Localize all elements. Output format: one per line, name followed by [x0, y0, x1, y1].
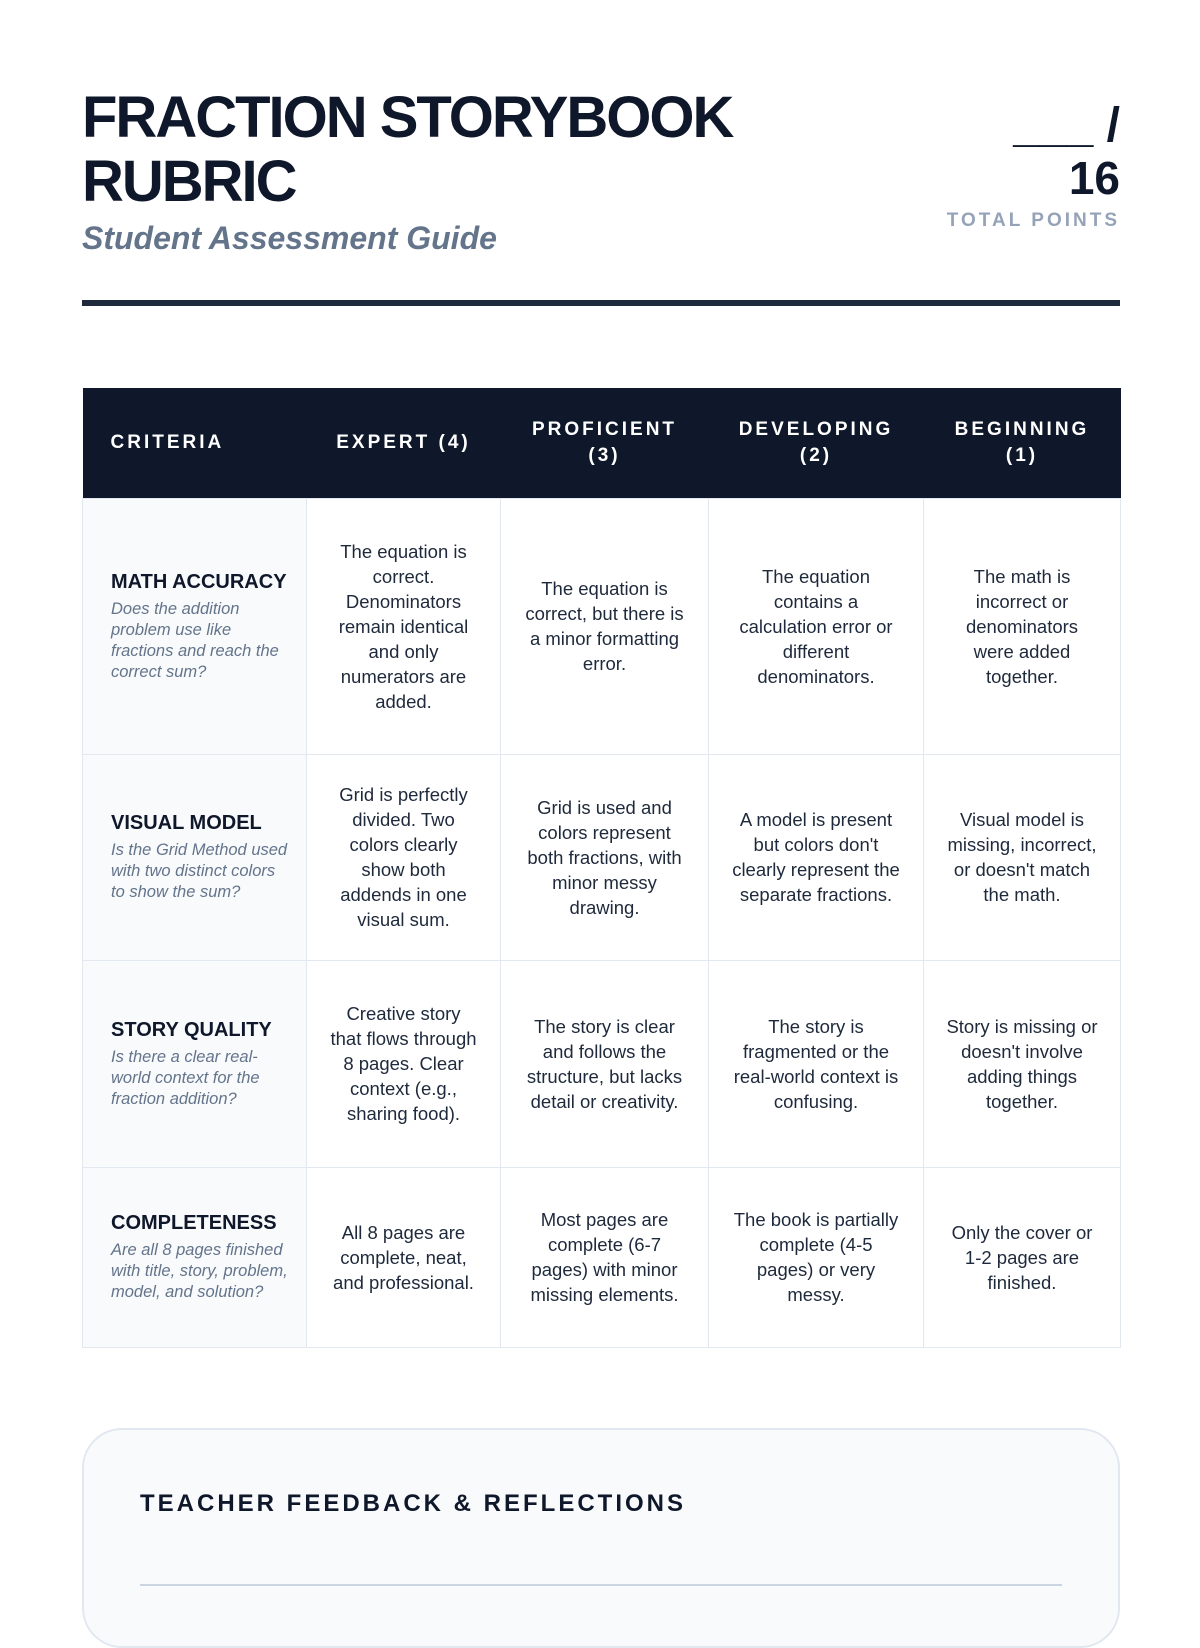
rubric-cell: The story is clear and follows the structure, but lacks detail or creativity. — [501, 960, 709, 1167]
column-header: CRITERIA — [83, 388, 307, 498]
column-header: PROFICIENT (3) — [501, 388, 709, 498]
feedback-writing-line — [140, 1584, 1062, 1586]
rubric-cell: The book is partially complete (4-5 pages) or very messy. — [709, 1167, 924, 1347]
rubric-cell: The math is incorrect or denominators were added together. — [924, 498, 1121, 754]
criteria-name: STORY QUALITY — [111, 1018, 272, 1041]
table-header-row — [83, 388, 1121, 498]
criteria-cell — [83, 1167, 307, 1347]
column-header: BEGINNING (1) — [924, 388, 1121, 498]
score-blank: ___ / — [1013, 99, 1120, 152]
criteria-description: Does the addition problem use like fractions and reach the correct sum? — [111, 599, 279, 681]
rubric-cell: Visual model is missing, incorrect, or doesn't match the math. — [924, 754, 1121, 960]
rubric-table — [82, 388, 1121, 1348]
criteria-name: VISUAL MODEL — [111, 812, 262, 834]
criteria-description: Is the Grid Method used with two distinct colors to show the sum? — [111, 841, 288, 901]
rubric-cell: The equation contains a calculation error or different denominators. — [709, 498, 924, 754]
rubric-cell: Story is missing or doesn't involve adding things together. — [924, 960, 1121, 1167]
criteria-description: Is there a clear real-world context for the fraction addition? — [111, 1047, 260, 1108]
score-box — [947, 100, 1120, 232]
header-divider — [82, 300, 1120, 306]
table-row — [83, 498, 1121, 754]
score-label: TOTAL POINTS — [946, 210, 1120, 231]
column-header: DEVELOPING (2) — [709, 388, 924, 498]
rubric-cell: Creative story that flows through 8 pages. Clear context (e.g., sharing food). — [307, 960, 501, 1167]
rubric-cell: Grid is used and colors represent both fractions, with minor messy drawing. — [501, 754, 709, 960]
feedback-title: TEACHER FEEDBACK & REFLECTIONS — [140, 1490, 687, 1517]
column-header: EXPERT (4) — [307, 388, 501, 498]
criteria-description: Are all 8 pages finished with title, story, problem, model, and solution? — [111, 1241, 288, 1301]
rubric-cell: All 8 pages are complete, neat, and professional. — [307, 1167, 501, 1347]
page-title: FRACTION STORYBOOK RUBRIC — [82, 85, 733, 214]
criteria-name: MATH ACCURACY — [111, 570, 287, 593]
rubric-cell: Only the cover or 1-2 pages are finished. — [924, 1167, 1121, 1347]
rubric-cell: The equation is correct. Denominators remain identical and only numerators are added. — [307, 498, 501, 754]
page-subtitle: Student Assessment Guide — [82, 220, 497, 256]
criteria-cell — [83, 498, 307, 754]
table-row — [83, 1167, 1121, 1347]
rubric-cell: The story is fragmented or the real-world context is confusing. — [709, 960, 924, 1167]
score-total: 16 — [1068, 152, 1120, 204]
criteria-cell — [83, 960, 307, 1167]
table-row — [83, 754, 1121, 960]
criteria-name: COMPLETENESS — [111, 1212, 277, 1234]
rubric-cell: A model is present but colors don't clearly represent the separate fractions. — [709, 754, 924, 960]
table-row — [83, 960, 1121, 1167]
feedback-card — [82, 1428, 1120, 1648]
rubric-cell: Most pages are complete (6-7 pages) with minor missing elements. — [501, 1167, 709, 1347]
criteria-cell — [83, 754, 307, 960]
rubric-cell: The equation is correct, but there is a minor formatting error. — [501, 498, 709, 754]
rubric-cell: Grid is perfectly divided. Two colors clearly show both addends in one visual sum. — [307, 754, 501, 960]
